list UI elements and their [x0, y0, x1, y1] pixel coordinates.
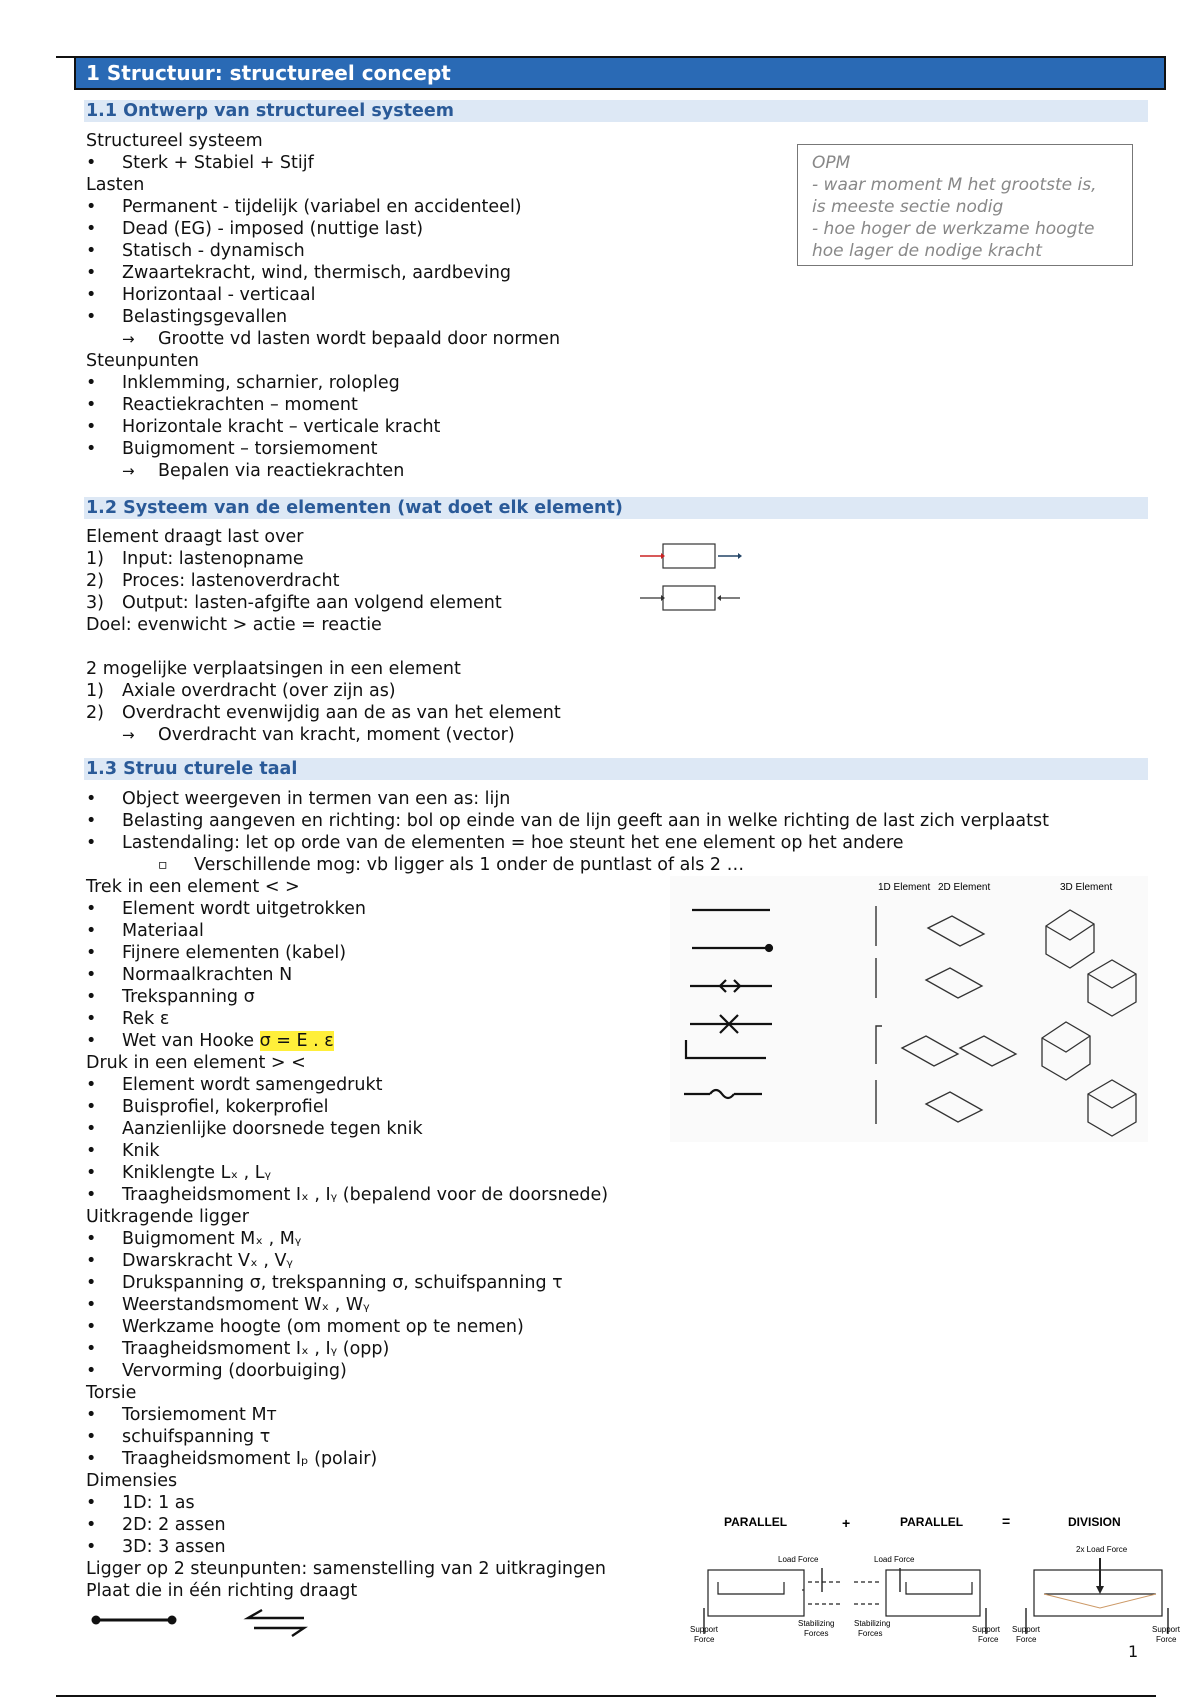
line-text: Uitkragende ligger [86, 1207, 249, 1227]
line-text: Lasten [86, 175, 145, 195]
opm-note-box [797, 144, 1133, 266]
line-text: 2D: 2 assen [122, 1515, 226, 1535]
stab-forces-2: Forces [858, 1629, 883, 1638]
text-line [86, 702, 561, 724]
list-number: 1) [86, 681, 104, 701]
line-text: Fijnere elementen (kabel) [122, 943, 347, 963]
list-number: 2) [86, 571, 104, 591]
line-text: Traagheidsmoment Iₓ , Iᵧ (bepalend voor de doorsnede) [122, 1185, 609, 1205]
line-text: Kniklengte Lₓ , Lᵧ [122, 1163, 272, 1183]
text-line [86, 1250, 1049, 1272]
text-line [86, 832, 1049, 854]
col-2d-label: 2D Element [938, 882, 991, 893]
text-line [86, 1448, 1049, 1470]
line-text: Trekspanning σ [122, 987, 255, 1007]
support-label-2: Support [972, 1625, 1001, 1634]
line-text: Dimensies [86, 1471, 178, 1491]
line-text: Dwarskracht Vₓ , Vᵧ [122, 1251, 293, 1271]
element-box-1 [663, 544, 715, 568]
line-text: Trek in een element < > [86, 877, 300, 897]
text-line [86, 1140, 1049, 1162]
line-text: Inklemming, scharnier, rolopleg [122, 373, 400, 393]
force-label-3: Force [1016, 1635, 1037, 1644]
load-force-label-2: Load Force [874, 1555, 915, 1564]
col-1d-label: 1D Element [878, 882, 931, 893]
line-text: Belastingsgevallen [122, 307, 288, 327]
text-line [86, 1206, 1049, 1228]
section-heading-1-1: 1.1 Ontwerp van structureel systeem [84, 100, 1148, 122]
highlighted-formula: σ = E . ε [259, 1031, 334, 1051]
text-line [86, 854, 1049, 876]
output-arrowhead [738, 553, 742, 559]
line-text: Steunpunten [86, 351, 199, 371]
parallel-division-figure [690, 1508, 1190, 1644]
stab-forces-1: Forces [804, 1629, 829, 1638]
reaction-arrowhead-right [717, 595, 721, 601]
line-text: Wet van Hooke [122, 1031, 260, 1051]
line-text: Horizontaal - verticaal [122, 285, 316, 305]
text-line [86, 438, 560, 460]
line-text: Zwaartekracht, wind, thermisch, aardbeving [122, 263, 512, 283]
line-text: Reactiekrachten – moment [122, 395, 358, 415]
opm-line: - waar moment M het grootste is, [812, 175, 1097, 195]
list-number: 1) [86, 549, 104, 569]
line-text: Dead (EG) - imposed (nuttige last) [122, 219, 424, 239]
line-text: Bepalen via reactiekrachten [158, 461, 405, 481]
stab-label-2: Stabilizing [854, 1619, 891, 1628]
line-text: Output: lasten-afgifte aan volgend element [122, 593, 502, 613]
line-text: Traagheidsmoment Iₓ , Iᵧ (opp) [122, 1339, 390, 1359]
chapter-heading: 1 Structuur: structureel concept [74, 56, 1166, 90]
page-number: 1 [1128, 1642, 1139, 1661]
one-way-span-icon [248, 1610, 304, 1636]
line-text: Element draagt last over [86, 527, 304, 547]
deflection-line [1044, 1594, 1156, 1608]
section-heading-1-3: 1.3 Struu cturele taal [84, 758, 1148, 780]
line-text: Torsie [86, 1383, 137, 1403]
text-line [86, 372, 560, 394]
text-line [86, 810, 1049, 832]
support-label-1: Support [690, 1625, 719, 1634]
line-text: Overdracht evenwijdig aan de as van het element [122, 703, 561, 723]
line-text: Weerstandsmoment Wₓ , Wᵧ [122, 1295, 370, 1315]
load-force-label-3: 2x Load Force [1076, 1545, 1128, 1554]
text-line [86, 1184, 1049, 1206]
cantilever-2 [906, 1582, 972, 1594]
text-line [86, 526, 561, 548]
double-load-arrowhead [1096, 1586, 1104, 1594]
text-line [86, 1382, 1049, 1404]
equals-sign: = [1002, 1513, 1011, 1529]
text-line [86, 130, 560, 152]
parallel-boxes [708, 1558, 1162, 1616]
element-box-2 [663, 586, 715, 610]
opm-title: OPM [812, 153, 851, 173]
line-text: Belasting aangeven en richting: bol op einde van de lijn geeft aan in welke richting de last zich verplaatst [122, 811, 1049, 831]
text-line [86, 1338, 1049, 1360]
text-line [86, 636, 561, 658]
plate-symbols [86, 1604, 326, 1638]
text-line [86, 1404, 1049, 1426]
line-text: Plaat die in één richting draagt [86, 1581, 358, 1601]
text-line [86, 460, 560, 482]
line-text: Statisch - dynamisch [122, 241, 305, 261]
line-text: Structureel systeem [86, 131, 263, 151]
line-text: Aanzienlijke doorsnede tegen knik [122, 1119, 423, 1139]
text-line [86, 1162, 1049, 1184]
text-line [86, 680, 561, 702]
line-text: Doel: evenwicht > actie = reactie [86, 615, 382, 635]
parallel-label-2: PARALLEL [900, 1515, 964, 1529]
text-line [86, 262, 560, 284]
line-text: Drukspanning σ, trekspanning σ, schuifspanning τ [122, 1273, 563, 1293]
text-line [86, 724, 561, 746]
line-text: Horizontale kracht – verticale kracht [122, 417, 441, 437]
line-text: Ligger op 2 steunpunten: samenstelling van 2 uitkragingen [86, 1559, 606, 1579]
line-text: schuifspanning τ [122, 1427, 271, 1447]
line-text: Grootte vd lasten wordt bepaald door normen [158, 329, 561, 349]
plate-dot-left [92, 1616, 101, 1625]
parallel-box-1 [708, 1570, 804, 1616]
text-line [86, 394, 560, 416]
text-line [86, 328, 560, 350]
text-line [86, 1228, 1049, 1250]
list-number: 3) [86, 593, 104, 613]
section-heading-1-2: 1.2 Systeem van de elementen (wat doet elk element) [84, 497, 1148, 519]
section-1-2-content [86, 526, 561, 746]
figure-background [670, 876, 1148, 1142]
line-text: Knik [122, 1141, 160, 1161]
element-io-diagram [636, 538, 748, 614]
line-text: Rek ε [122, 1009, 170, 1029]
line-text: Permanent - tijdelijk (variabel en accidenteel) [122, 197, 522, 217]
parallel-label-1: PARALLEL [724, 1515, 788, 1529]
text-line [86, 592, 561, 614]
line-text: 1D: 1 as [122, 1493, 195, 1513]
text-line [86, 614, 561, 636]
division-label: DIVISION [1068, 1515, 1121, 1529]
opm-line: hoe lager de nodige kracht [812, 241, 1042, 261]
support-label-3: Support [1012, 1625, 1041, 1634]
line-text: Lastendaling: let op orde van de elementen = hoe steunt het ene element op het andere [122, 833, 904, 853]
text-line [86, 658, 561, 680]
plate-dot-right [168, 1616, 177, 1625]
line-text: 2 mogelijke verplaatsingen in een element [86, 659, 461, 679]
col-3d-label: 3D Element [1060, 882, 1113, 893]
support-label-4: Support [1152, 1625, 1181, 1634]
list-number: 2) [86, 703, 104, 723]
stab-label-1: Stabilizing [798, 1619, 835, 1628]
line-text: Axiale overdracht (over zijn as) [122, 681, 396, 701]
text-line [86, 570, 561, 592]
text-line [86, 1294, 1049, 1316]
opm-line: - hoe hoger de werkzame hoogte [812, 219, 1095, 239]
line-text: Proces: lastenoverdracht [122, 571, 340, 591]
text-line [86, 240, 560, 262]
text-line [86, 196, 560, 218]
text-line [86, 152, 560, 174]
line-text: Traagheidsmoment Iₚ (polair) [122, 1449, 378, 1469]
line-text: Torsiemoment Mᴛ [122, 1405, 277, 1425]
line-text: Overdracht van kracht, moment (vector) [158, 725, 515, 745]
line-text: 3D: 3 assen [122, 1537, 226, 1557]
line-text: Buigmoment – torsiemoment [122, 439, 378, 459]
support-arrows [704, 1568, 1168, 1634]
line-text: Verschillende mog: vb ligger als 1 onder de puntlast of als 2 … [194, 855, 745, 875]
line-text: Sterk + Stabiel + Stijf [122, 153, 314, 173]
text-line [86, 1470, 1049, 1492]
text-line [86, 1316, 1049, 1338]
symbol-dot [766, 945, 772, 951]
stabilizing-arrows [808, 1582, 882, 1604]
division-box [1034, 1570, 1162, 1616]
opm-line: is meeste sectie nodig [812, 197, 1004, 217]
line-text: Element wordt uitgetrokken [122, 899, 367, 919]
line-text: Werkzame hoogte (om moment op te nemen) [122, 1317, 524, 1337]
line-text: Materiaal [122, 921, 204, 941]
line-text: Object weergeven in termen van een as: lijn [122, 789, 511, 809]
text-line [86, 548, 561, 570]
force-label-4: Force [1156, 1635, 1177, 1644]
text-line [86, 218, 560, 240]
text-line [86, 1272, 1049, 1294]
line-text: Element wordt samengedrukt [122, 1075, 383, 1095]
text-line [86, 350, 560, 372]
force-label-1: Force [694, 1635, 715, 1644]
line-text: Vervorming (doorbuiging) [122, 1361, 347, 1381]
load-force-label-1: Load Force [778, 1555, 819, 1564]
bottom-rule [56, 1695, 1156, 1697]
text-line [86, 284, 560, 306]
structural-language-figure [670, 876, 1148, 1142]
text-line [86, 1426, 1049, 1448]
text-line [86, 174, 560, 196]
line-text: Buisprofiel, kokerprofiel [122, 1097, 329, 1117]
text-line [86, 788, 1049, 810]
line-text: Buigmoment Mₓ , Mᵧ [122, 1229, 302, 1249]
text-line [86, 416, 560, 438]
section-1-1-content [86, 130, 560, 482]
line-text: Normaalkrachten N [122, 965, 293, 985]
line-text: Input: lastenopname [122, 549, 304, 569]
line-text: Druk in een element > < [86, 1053, 306, 1073]
text-line [86, 306, 560, 328]
text-line [86, 1360, 1049, 1382]
force-label-2: Force [978, 1635, 999, 1644]
cantilever-1 [718, 1582, 784, 1594]
plus-sign: + [842, 1515, 851, 1531]
